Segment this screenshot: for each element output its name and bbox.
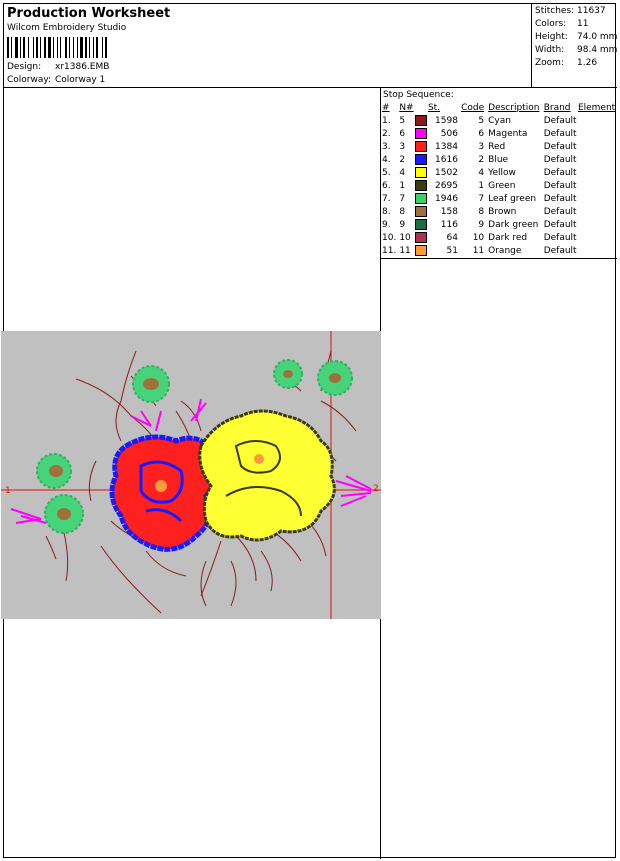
row-swatch-cell [415,206,428,219]
row-description: Brown [488,207,517,217]
table-row [382,128,617,141]
table-row [382,206,617,219]
row-index: 7. [382,194,391,204]
row-swatch-cell [415,245,428,258]
row-stitches: 51 [446,246,458,256]
row-brand: Default [543,142,577,152]
row-element [578,115,617,128]
row-element [578,206,617,219]
col-header-brand: Brand [543,103,571,113]
row-swatch-cell [415,128,428,141]
row-swatch-cell [415,232,428,245]
row-code: 8 [478,207,485,217]
color-swatch [415,115,427,126]
design-label: Design: [7,62,42,72]
row-code: 11 [472,246,485,256]
software-name: Wilcom Embroidery Studio [7,23,127,33]
table-row [382,232,617,245]
row-needle: 11 [399,246,411,256]
row-swatch-cell [415,219,428,232]
color-swatch [415,154,427,165]
row-needle: 10 [399,233,411,243]
axis-label-right: 2 [373,484,379,494]
stop-sequence-pane [381,88,617,859]
row-brand: Default [543,116,577,126]
row-index: 4. [382,155,391,165]
page-title: Production Worksheet [7,6,171,21]
row-stitches: 1502 [435,168,458,178]
row-code: 2 [478,155,485,165]
table-header-row [382,102,617,115]
row-element [578,193,617,206]
row-stitches: 1384 [435,142,458,152]
row-needle: 4 [399,168,406,178]
color-swatch [415,219,427,230]
table-row [382,167,617,180]
row-brand: Default [543,129,577,139]
row-stitches: 506 [440,129,458,139]
color-swatch [415,245,427,256]
stat-height: Height: 74.0 mm [535,32,618,42]
row-swatch-cell [415,167,428,180]
color-swatch [415,141,427,152]
row-element [578,141,617,154]
row-element [578,245,617,258]
row-swatch-cell [415,115,428,128]
row-index: 5. [382,168,391,178]
row-code: 10 [472,233,485,243]
stat-colors: Colors: 11 [535,19,589,29]
row-element [578,180,617,193]
row-stitches: 1598 [435,116,458,126]
row-needle: 8 [399,207,406,217]
yellow-peony [200,411,335,540]
row-needle: 6 [399,129,406,139]
stop-sequence-box [381,88,617,259]
row-code: 7 [478,194,485,204]
row-code: 3 [478,142,485,152]
col-header-description: Description [488,103,540,113]
stop-sequence-table [382,102,617,258]
row-needle: 5 [399,116,406,126]
row-index: 6. [382,181,391,191]
color-swatch [415,180,427,191]
col-header-code: Code [461,103,485,113]
design-preview-pane [4,88,381,859]
row-code: 4 [478,168,485,178]
row-brand: Default [543,246,577,256]
color-swatch [415,206,427,217]
embroidery-design-image [1,331,381,619]
stat-width: Width: 98.4 mm [535,45,618,55]
row-brand: Default [543,181,577,191]
design-row [7,62,109,72]
row-needle: 9 [399,220,406,230]
row-brand: Default [543,155,577,165]
row-code: 6 [478,129,485,139]
row-description: Leaf green [488,194,537,204]
row-index: 3. [382,142,391,152]
table-row [382,115,617,128]
table-row [382,141,617,154]
production-worksheet [3,3,616,858]
row-description: Dark green [488,220,539,230]
row-brand: Default [543,220,577,230]
stat-stitches: Stitches: 11637 [535,6,606,16]
table-row [382,245,617,258]
row-element [578,219,617,232]
row-index: 2. [382,129,391,139]
col-header-index: # [382,103,390,113]
row-swatch-cell [415,180,428,193]
row-code: 1 [478,181,485,191]
row-element [578,154,617,167]
colorway-row [7,75,105,85]
row-swatch-cell [415,154,428,167]
colorway-value: Colorway 1 [55,75,106,85]
row-needle: 1 [399,181,406,191]
table-row [382,180,617,193]
row-description: Red [488,142,506,152]
row-description: Magenta [488,129,528,139]
row-description: Green [488,181,516,191]
row-swatch-cell [415,193,428,206]
row-brand: Default [543,168,577,178]
row-description: Dark red [488,233,528,243]
row-needle: 7 [399,194,406,204]
table-row [382,154,617,167]
stop-sequence-title: Stop Sequence: [383,90,454,100]
row-element [578,167,617,180]
row-code: 9 [478,220,485,230]
row-description: Orange [488,246,522,256]
row-stitches: 1616 [435,155,458,165]
row-brand: Default [543,233,577,243]
design-preview [1,331,381,619]
row-description: Cyan [488,116,511,126]
stat-zoom: Zoom: 1.26 [535,58,598,68]
header-info [4,4,532,88]
row-stitches: 1946 [435,194,458,204]
row-needle: 2 [399,155,406,165]
col-header-element: Element [577,103,616,113]
color-swatch [415,193,427,204]
row-description: Yellow [488,168,516,178]
row-stitches: 2695 [435,181,458,191]
row-index: 8. [382,207,391,217]
row-description: Blue [488,155,509,165]
barcode-image [7,37,137,58]
row-element [578,232,617,245]
row-index: 1. [382,116,391,126]
table-row [382,219,617,232]
col-header-needle: N# [399,103,414,113]
row-stitches: 64 [446,233,458,243]
color-swatch [415,232,427,243]
row-index: 10. [382,233,397,243]
design-value: xr1386.EMB [55,62,110,72]
col-header-swatch [415,102,428,115]
axis-label-left: 1 [5,486,11,496]
row-needle: 3 [399,142,406,152]
colorway-label: Colorway: [7,75,52,85]
row-brand: Default [543,207,577,217]
row-swatch-cell [415,141,428,154]
row-stitches: 116 [440,220,458,230]
table-row [382,193,617,206]
col-header-stitches: St. [427,103,441,113]
row-index: 9. [382,220,391,230]
row-brand: Default [543,194,577,204]
row-element [578,128,617,141]
design-stats [532,4,617,88]
color-swatch [415,167,427,178]
row-index: 11. [382,246,397,256]
row-stitches: 158 [440,207,458,217]
color-swatch [415,128,427,139]
row-code: 5 [478,116,485,126]
